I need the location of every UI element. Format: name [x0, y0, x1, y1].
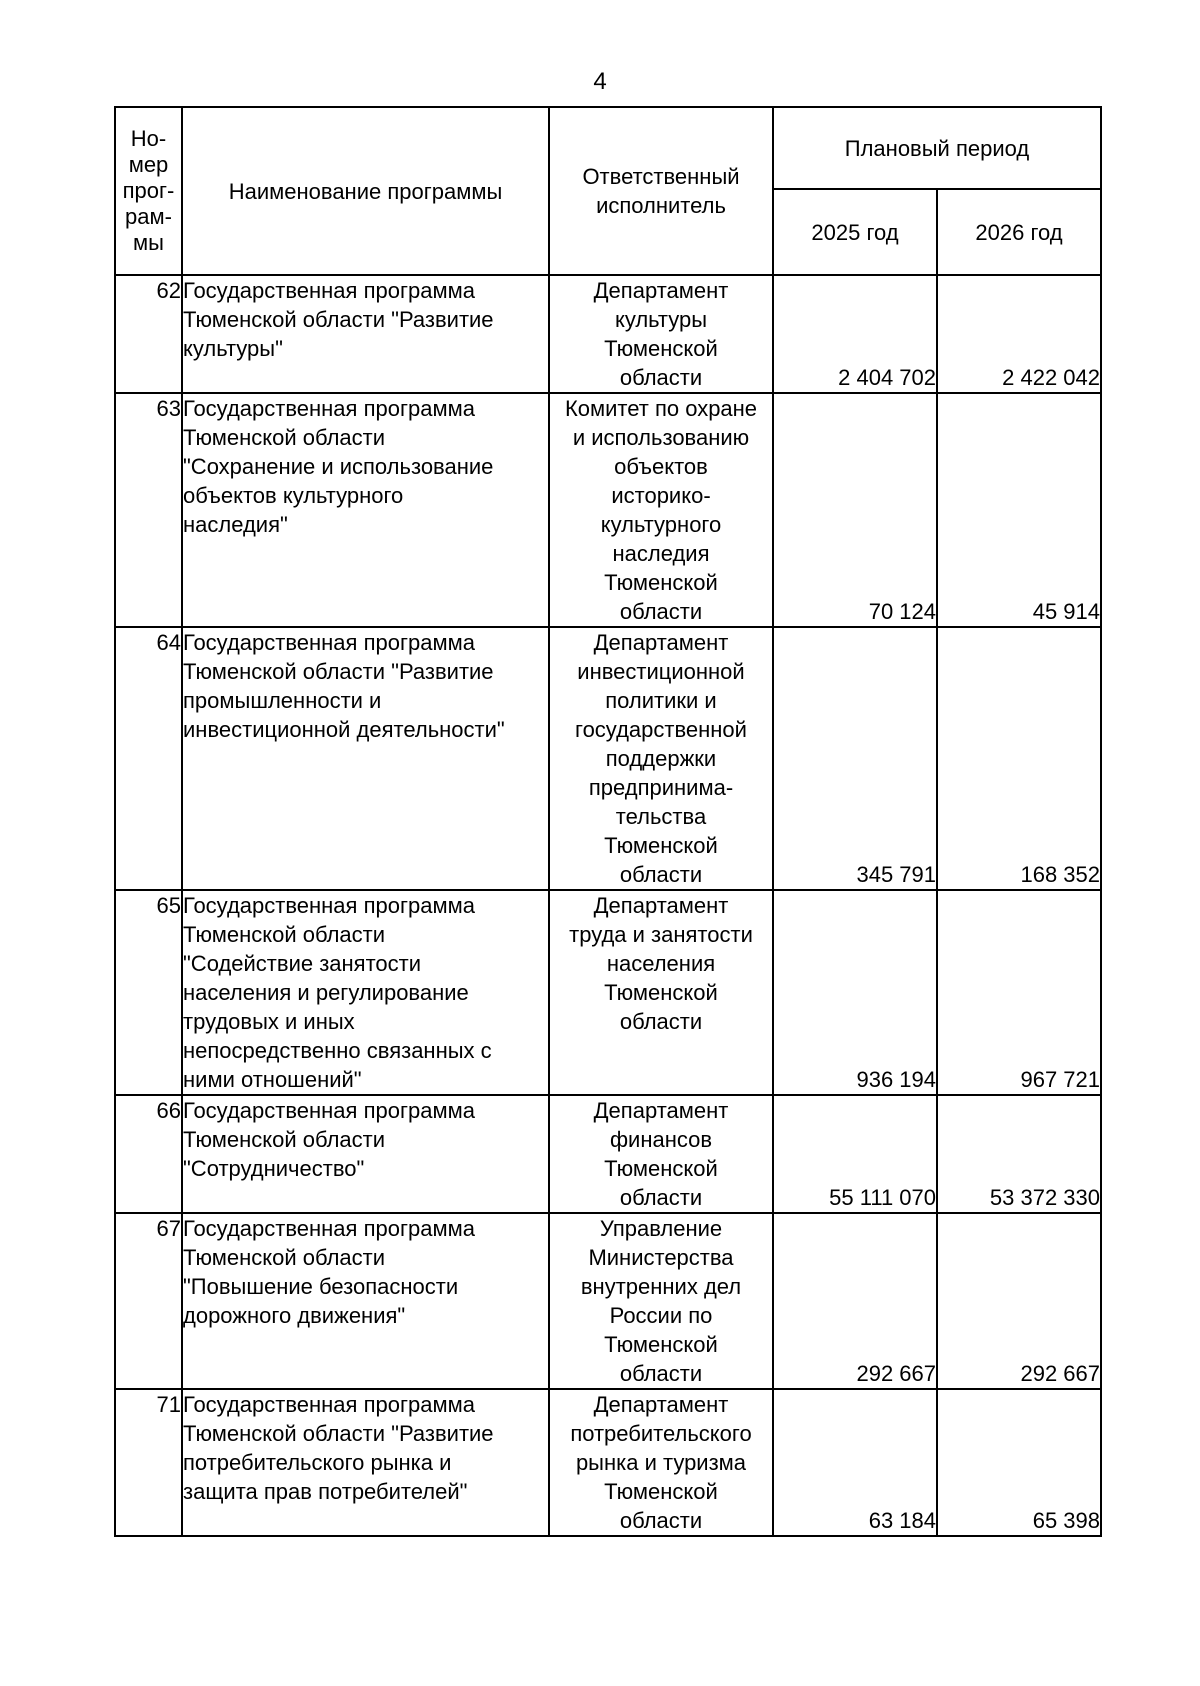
table-row [115, 1095, 1101, 1213]
cell-program-number: 65 [115, 890, 182, 1095]
header-year-2025: 2025 год [773, 189, 937, 275]
cell-program-number: 62 [115, 275, 182, 393]
page-number: 4 [593, 68, 607, 95]
programs-table [114, 106, 1102, 1537]
cell-program-name: Государственная программа Тюменской области "Содействие занятости населения и регулирование трудовых и иных непосредственно связанных с ними отношений" [182, 890, 549, 1095]
table-header [115, 107, 1101, 275]
cell-program-name: Государственная программа Тюменской области "Развитие культуры" [182, 275, 549, 393]
cell-program-number: 63 [115, 393, 182, 627]
cell-value-2025: 70 124 [773, 393, 937, 627]
table-row [115, 890, 1101, 1095]
header-program-number: Но- мер прог- рам- мы [115, 107, 182, 275]
table-row [115, 393, 1101, 627]
table-row [115, 1213, 1101, 1389]
cell-program-name: Государственная программа Тюменской области "Развитие потребительского рынка и защита прав потребителей" [182, 1389, 549, 1536]
table-row [115, 627, 1101, 890]
cell-value-2026: 292 667 [937, 1213, 1101, 1389]
cell-value-2026: 45 914 [937, 393, 1101, 627]
table-row [115, 275, 1101, 393]
cell-executor: Департамент финансов Тюменской области [549, 1095, 773, 1213]
cell-program-name: Государственная программа Тюменской области "Сотрудничество" [182, 1095, 549, 1213]
cell-executor: Управление Министерства внутренних дел России по Тюменской области [549, 1213, 773, 1389]
cell-value-2026: 168 352 [937, 627, 1101, 890]
cell-value-2025: 936 194 [773, 890, 937, 1095]
cell-executor: Департамент труда и занятости населения Тюменской области [549, 890, 773, 1095]
table-body [115, 275, 1101, 1536]
cell-program-number: 71 [115, 1389, 182, 1536]
cell-value-2026: 2 422 042 [937, 275, 1101, 393]
header-program-name: Наименование программы [182, 107, 549, 275]
cell-program-name: Государственная программа Тюменской области "Развитие промышленности и инвестиционной деятельности" [182, 627, 549, 890]
cell-program-name: Государственная программа Тюменской области "Повышение безопасности дорожного движения" [182, 1213, 549, 1389]
header-year-2026: 2026 год [937, 189, 1101, 275]
cell-value-2025: 292 667 [773, 1213, 937, 1389]
cell-executor: Департамент культуры Тюменской области [549, 275, 773, 393]
table-row [115, 1389, 1101, 1536]
cell-value-2025: 55 111 070 [773, 1095, 937, 1213]
cell-value-2026: 967 721 [937, 890, 1101, 1095]
header-planning-period: Плановый период [773, 107, 1101, 189]
cell-executor: Департамент потребительского рынка и туризма Тюменской области [549, 1389, 773, 1536]
cell-program-number: 66 [115, 1095, 182, 1213]
header-executor: Ответственный исполнитель [549, 107, 773, 275]
cell-value-2026: 65 398 [937, 1389, 1101, 1536]
cell-value-2026: 53 372 330 [937, 1095, 1101, 1213]
cell-program-number: 64 [115, 627, 182, 890]
cell-program-number: 67 [115, 1213, 182, 1389]
cell-value-2025: 2 404 702 [773, 275, 937, 393]
cell-value-2025: 345 791 [773, 627, 937, 890]
cell-executor: Комитет по охране и использованию объектов историко- культурного наследия Тюменской области [549, 393, 773, 627]
cell-value-2025: 63 184 [773, 1389, 937, 1536]
cell-program-name: Государственная программа Тюменской области "Сохранение и использование объектов культурного наследия" [182, 393, 549, 627]
cell-executor: Департамент инвестиционной политики и государственной поддержки предпринима- тельства Тюменской области [549, 627, 773, 890]
